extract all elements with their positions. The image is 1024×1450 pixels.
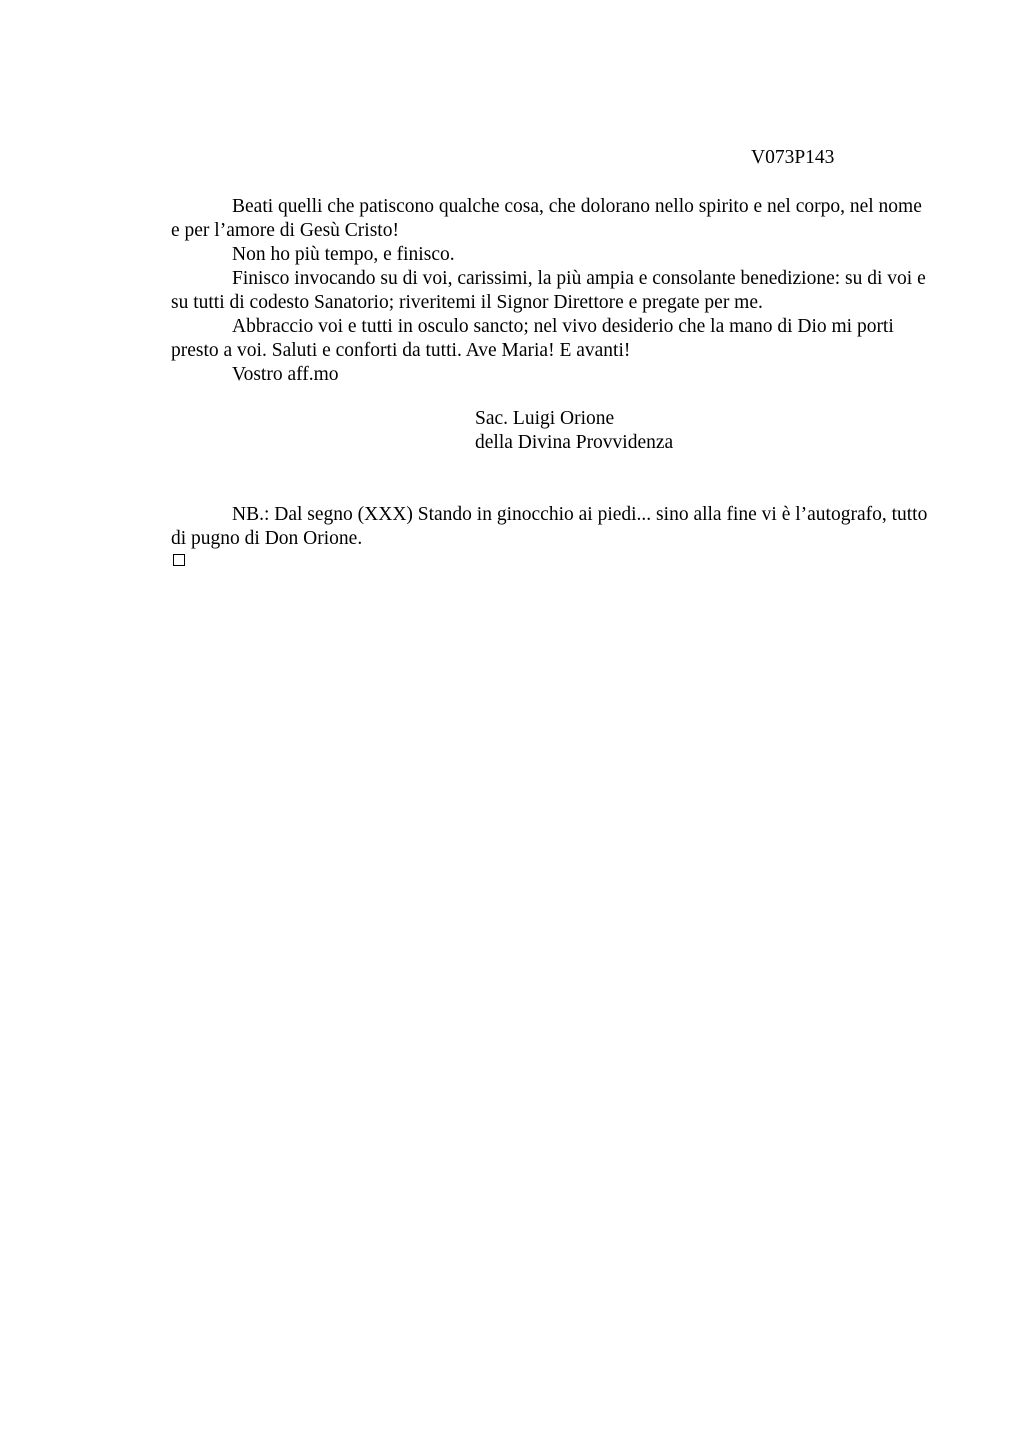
- empty-square-icon: [173, 554, 185, 566]
- paragraph: Finisco invocando su di voi, carissimi, la più ampia e consolante benedizione: su di voi e su tutti di codesto Sanatorio; riveritemi il Signor Direttore e pregate per me.: [171, 268, 926, 313]
- editorial-note: NB.: Dal segno (XXX) Stando in ginocchio ai piedi... sino alla fine vi è l’autografo, tutto di pugno di Don Orione.: [171, 504, 928, 549]
- closing-line: Vostro aff.mo: [232, 364, 339, 385]
- signature-name: Sac. Luigi Orione: [475, 408, 615, 429]
- letter-body: [171, 195, 931, 387]
- paragraph: Non ho più tempo, e finisco.: [232, 244, 455, 265]
- signature-block: [475, 407, 673, 455]
- paragraph: Abbraccio voi e tutti in osculo sancto; nel vivo desiderio che la mano di Dio mi porti presto a voi. Saluti e conforti da tutti. Ave Maria! E avanti!: [171, 316, 894, 361]
- paragraph: Beati quelli che patiscono qualche cosa, che dolorano nello spirito e nel corpo, nel nome e per l’amore di Gesù Cristo!: [171, 196, 922, 241]
- signature-affiliation: della Divina Provvidenza: [475, 432, 674, 453]
- page-reference: V073P143: [751, 147, 835, 168]
